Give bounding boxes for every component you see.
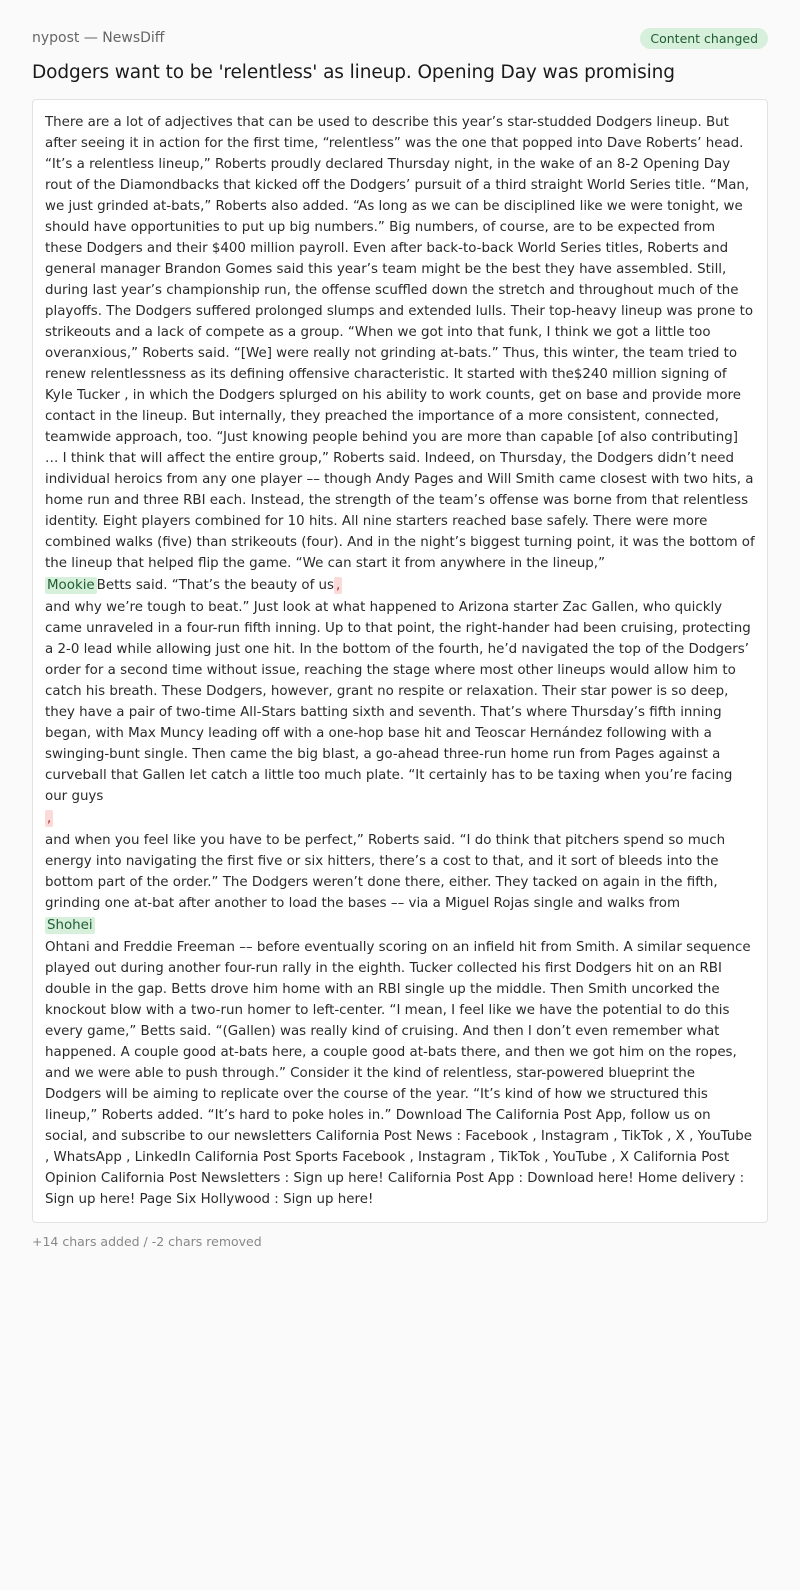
article-text-segment: Ohtani and Freddie Freeman –– before eventually scoring on an infield hit from Smith. A similar sequence played out during another four-run rally in the eighth. Tucker collected his first Dodgers hit on an RBI double in the gap. Betts drove him home with an RBI single up the middle. Then Smith uncorked the knockout blow with a two-run homer to left-center. “I mean, I feel like we have the potential to do this every game,” Betts said. “(Gallen) was really kind of cruising. And then I don’t even remember what happened. A couple good at-bats here, a couple good at-bats there, and then we got him on the ropes, and we were able to push through.” Consider it the kind of relentless, star-powered blueprint the Dodgers will be aiming to replicate over the course of the year. “It’s kind of how we structured this lineup,” Roberts added. “It’s hard to poke holes in.” Download The California Post App, follow us on social, and subscribe to our newsletters California Post News : Facebook , Instagram , TikTok , X , YouTube , WhatsApp , LinkedIn California Post Sports Facebook , Instagram , TikTok , YouTube , X California Post Opinion California Post Newsletters : Sign up here! California Post App : Download here! Home delivery : Sign up here! Page Six Hollywood : Sign up here! (45, 940, 753, 1207)
page (0, 24, 800, 1249)
source-label: nypost — NewsDiff (32, 30, 165, 46)
diff-stats: +14 chars added / -2 chars removed (32, 1234, 262, 1249)
diff-added-text: Mookie (47, 578, 95, 593)
diff-removed-text: , (336, 578, 341, 593)
diff-line (45, 808, 53, 829)
article-text-segment: There are a lot of adjectives that can be used to describe this year’s star-studded Dodgers lineup. But after seeing it in action for the first time, “relentless” was the one that popped into Dave Roberts’ head. “It’s a relentless lineup,” Roberts proudly declared Thursday night, in the wake of an 8-2 Opening Day rout of the Diamondbacks that kicked off the Dodgers’ pursuit of a third straight World Series title. “Man, we just grinded at-bats,” Roberts also added. “As long as we can be disciplined like we were tonight, we should have opportunities to put up big numbers.” Big numbers, of course, are to be expected from these Dodgers and their $400 million payroll. Even after back-to-back World Series titles, Roberts and general manager Brandon Gomes said this year’s team might be the best they have assembled. Still, during last year’s championship run, the offense scuffled down the stretch and throughout much of the playoffs. The Dodgers suffered prolonged slumps and extended lulls. Their top-heavy lineup was prone to strikeouts and a lack of compete as a group. “When we got into that funk, I think we got a little too overanxious,” Roberts said. “[We] were really not grinding at-bats.” Thus, this winter, the team tried to renew relentlessness as its defining offensive characteristic. It started with the$240 million signing of Kyle Tucker , in which the Dodgers splurged on his ability to work counts, get on base and provide more contact in the lineup. But internally, they preached the importance of a more consistent, connected, teamwide approach, too. “Just knowing people behind you are more than capable [of also contributing] … I think that will affect the entire group,” Roberts said. Indeed, on Thursday, the Dodgers didn’t need individual heroics from any one player –– though Andy Pages and Will Smith came closest with two hits, a home run and three RBI each. Instead, the strength of the team’s offense was borne from that relentless identity. Eight players combined for 10 hits. All nine starters reached base safely. There were more combined walks (five) than strikeouts (four). And in the night’s biggest turning point, it was the bottom of the lineup that helped flip the game. “We can start it from anywhere in the lineup,” (45, 115, 755, 571)
diff-removed-text: , (47, 811, 52, 826)
status-badge: Content changed (640, 28, 768, 49)
article-text-segment: and why we’re tough to beat.” Just look at what happened to Arizona starter Zac Gallen, who quickly came unraveled in a four-run fifth inning. Up to that point, the right-hander had been cruising, protecting a 2-0 lead while allowing just one hit. In the bottom of the fourth, he’d navigated the top of the Dodgers’ order for a second time without issue, reaching the stage where most other lineups would allow him to catch his breath. These Dodgers, however, grant no respite or relaxation. Their star power is so deep, they have a pair of two-time All-Stars batting sixth and seventh. That’s where Thursday’s fifth inning began, with Max Muncy leading off with a one-hop base hit and Teoscar Hernández following with a swinging-bunt single. Then came the big blast, a go-ahead three-run home run from Pages against a curveball that Gallen let catch a little too much plate. “It certainly has to be taxing when you’re facing our guys (45, 600, 751, 804)
page-title: Dodgers want to be 'relentless' as lineup. Opening Day was promising (32, 62, 675, 83)
diff-line (45, 915, 95, 936)
article-body (32, 99, 768, 1223)
diff-line (45, 575, 342, 596)
diff-added-text: Shohei (47, 918, 93, 933)
article-text-segment: and when you feel like you have to be perfect,” Roberts said. “I do think that pitchers spend so much energy into navigating the first five or six hitters, there’s a cost to that, and it sort of bleeds into the bottom part of the order.” The Dodgers weren’t done there, either. They tacked on again in the fifth, grinding one at-bat after another to load the bases –– via a Miguel Rojas single and walks from (45, 833, 726, 911)
header-bar (32, 24, 768, 52)
article-text-segment: Betts said. “That’s the beauty of us (96, 578, 335, 593)
